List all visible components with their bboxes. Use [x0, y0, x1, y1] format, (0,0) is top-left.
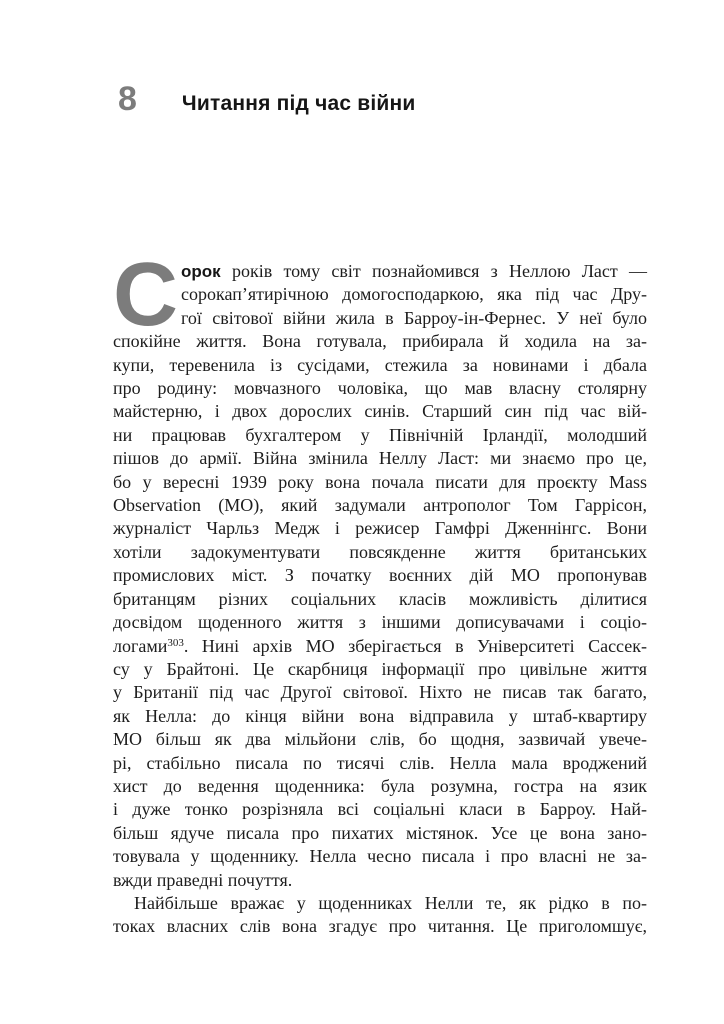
text-line-content: логами	[113, 635, 168, 656]
text-line: як Нелла: до кінця війни вона відправила у штаб-квартиру	[113, 705, 647, 726]
text-line-paragraph-end: вжди праведні почуття.	[113, 869, 293, 890]
text-line: у Британії під час Другої світової. Ніхто не писав так багато,	[113, 682, 647, 703]
text-line: спокійне життя. Вона готувала, прибирала й ходила на за-	[113, 331, 647, 352]
text-line: хотіли задокументувати повсякденне життя британських	[113, 541, 647, 562]
text-line: майстерню, і двох дорослих синів. Старший син під час вій-	[113, 401, 647, 422]
text-line: токах власних слів вона згадує про читання. Це приголомшує,	[113, 916, 647, 937]
text-line: досвідом щоденного життя з іншими дописувачами і соціо-	[113, 612, 647, 633]
chapter-header	[118, 82, 416, 116]
text-line: пішов до армії. Війна змінила Неллу Ласт: ми знаємо про це,	[113, 448, 647, 469]
chapter-title: Читання під час війни	[181, 92, 416, 115]
text-line: британцям різних соціальних класів можливість ділитися	[113, 588, 647, 609]
text-line: про родину: мовчазного чоловіка, що мав власну столярну	[113, 378, 647, 399]
text-line: бо у вересні 1939 року вона почала писати для проєкту Mass	[113, 471, 647, 492]
footnote-reference[interactable]: 303	[167, 636, 184, 649]
text-line: Observation (МО), який задумали антрополог Том Гаррісон,	[113, 495, 647, 516]
text-line: більш ядуче писала про пихатих містянок. Усе це вона зано-	[113, 822, 647, 843]
body-text	[113, 245, 648, 939]
text-line	[113, 260, 647, 283]
text-line: купи, теревенила із сусідами, стежила за новинами і дбала	[113, 354, 647, 375]
text-line-paragraph-start: Найбільше вражає у щоденниках Нелли те, як рідко в по-	[134, 892, 647, 913]
text-line: товувала у щоденнику. Нелла чесно писала і про власні не за-	[113, 846, 647, 867]
chapter-number: 8	[118, 80, 137, 118]
text-line-with-footnote	[113, 635, 647, 658]
text-line: сорокап’ятирічною домогосподаркою, яка під час Дру-	[181, 284, 647, 305]
dropcap-letter: С	[113, 245, 178, 345]
text-line-content: років тому світ познайомився з Неллою Ласт —	[231, 261, 648, 281]
text-line: промислових міст. З початку воєнних дій МО пропонував	[113, 565, 647, 586]
text-line: і дуже тонко розрізняла всі соціальні класи в Барроу. Най-	[113, 799, 647, 820]
text-line-content: . Нині архів МО зберігається в Університеті Сассек-	[183, 635, 647, 656]
text-line: су у Брайтоні. Це скарбниця інформації про цивільне життя	[113, 658, 647, 679]
lead-bold-word: орок	[181, 262, 221, 281]
text-line: гої світової війни жила в Барроу-ін-Фернес. У неї було	[181, 307, 647, 328]
text-line: рі, стабільно писала по тисячі слів. Нелла мала вроджений	[113, 752, 647, 773]
text-line: журналіст Чарльз Медж і режисер Гамфрі Дженнінгс. Вони	[113, 518, 647, 539]
text-line: МО більш як два мільйони слів, бо щодня, зазвичай увече-	[113, 729, 647, 750]
text-line: хист до ведення щоденника: була розумна, гостра на язик	[113, 775, 647, 796]
text-line: ни працював бухгалтером у Північній Ірландії, молодший	[113, 424, 647, 445]
